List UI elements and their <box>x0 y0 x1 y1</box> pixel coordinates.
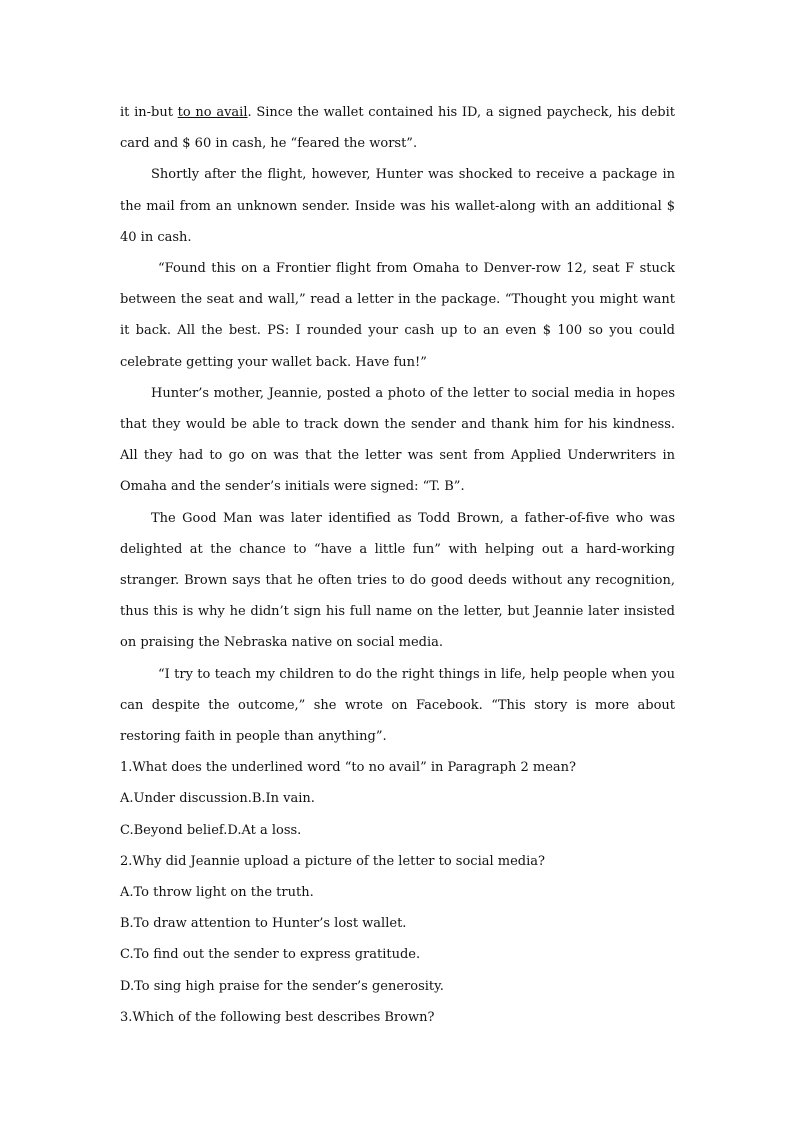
question-1-options-ab: A.Under discussion.B.In vain. <box>120 791 315 807</box>
question-1-options-cd: C.Beyond belief.D.At a loss. <box>120 822 302 838</box>
question-2-stem: 2.Why did Jeannie upload a picture of the letter to social media? <box>120 853 546 869</box>
document-page <box>120 97 675 1033</box>
question-2-option-c: C.To find out the sender to express gratitude. <box>120 947 421 963</box>
paragraph-2: Shortly after the flight, however, Hunter was shocked to receive a package in the mail from an unknown sender. Inside was his wallet-along with an additional $ 40 in cash. <box>120 167 675 245</box>
paragraph-3: “Found this on a Frontier flight from Omaha to Denver-row 12, seat F stuck between the seat and wall,” read a letter in the package. “Thought you might want it back. All the best. PS: I rounded your cash up to an even $ 100 so you could celebrate getting your wallet back. Have fun!” <box>120 261 675 370</box>
paragraph-1-end: . Since the wallet contained his ID, a signed paycheck, his debit card and $ 60 in cash, he “feared the worst”. <box>120 105 675 152</box>
question-2-option-d: D.To sing high praise for the sender’s generosity. <box>120 978 444 994</box>
question-3-stem: 3.Which of the following best describes Brown? <box>120 1009 435 1025</box>
paragraph-1 <box>120 97 675 159</box>
question-2-option-b: B.To draw attention to Hunter’s lost wallet. <box>120 916 407 932</box>
paragraph-4: Hunter’s mother, Jeannie, posted a photo of the letter to social media in hopes that they would be able to track down the sender and thank him for his kindness. All they had to go on was that the letter was sent from Applied Underwriters in Omaha and the sender’s initials were signed: “T. B”. <box>120 385 675 495</box>
question-1-stem: 1.What does the underlined word “to no avail” in Paragraph 2 mean? <box>120 760 577 776</box>
paragraph-5: The Good Man was later identified as Todd Brown, a father-of-five who was delighted at the chance to “have a little fun” with helping out a hard-working stranger. Brown says that he often tries to do good deeds without any recognition, thus this is why he didn’t sign his full name on the letter, but Jeannie later insisted on praising the Nebraska native on social media. <box>120 510 675 651</box>
question-2-option-a: A.To throw light on the truth. <box>120 885 314 901</box>
paragraph-1-start: it in-but <box>120 105 178 120</box>
paragraph-6: “I try to teach my children to do the right things in life, help people when you can despite the outcome,” she wrote on Facebook. “This story is more about restoring faith in people than anything”. <box>120 666 675 745</box>
underlined-phrase: to no avail <box>177 105 248 120</box>
